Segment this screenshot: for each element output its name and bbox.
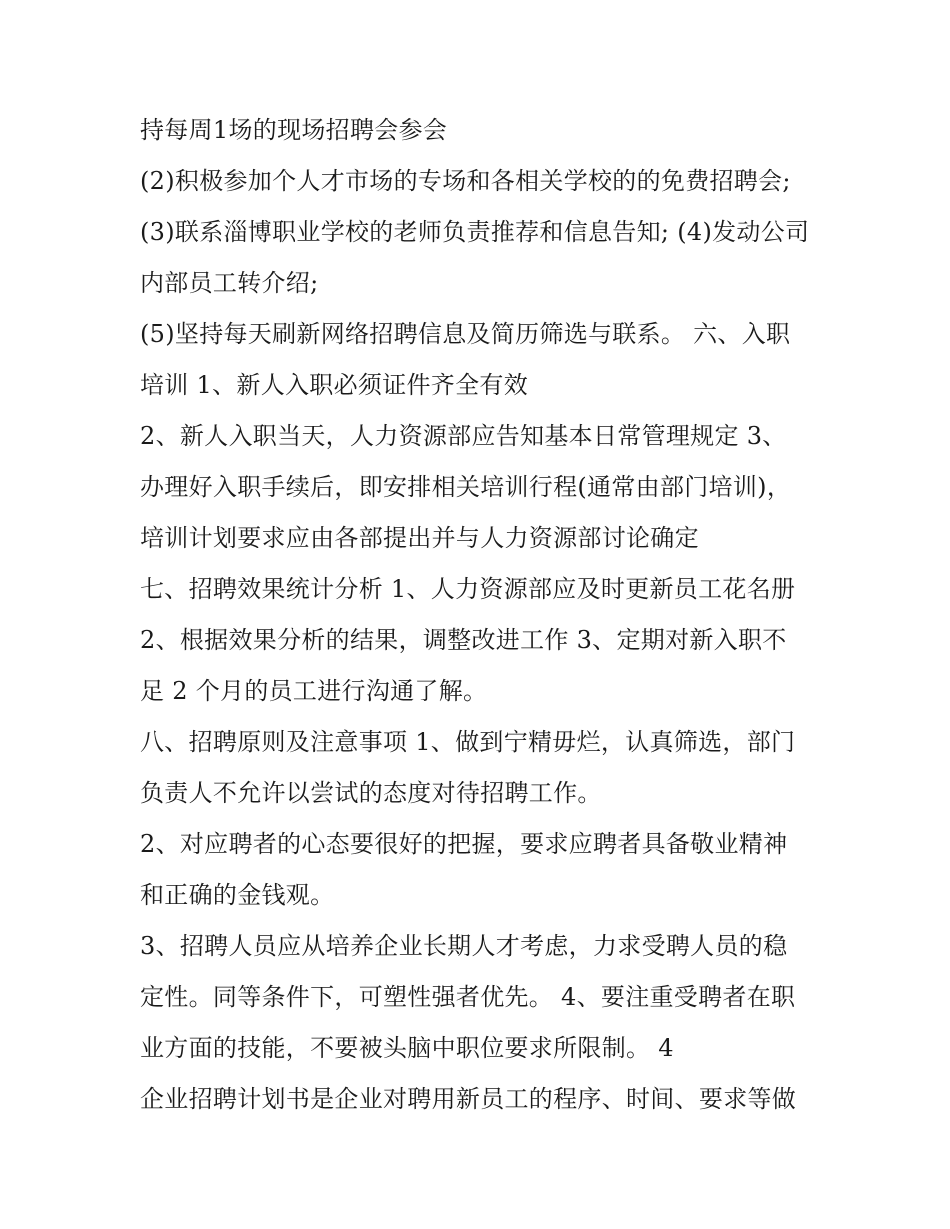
text-line: 足 2 个月的员工进行沟通了解。 <box>140 677 488 705</box>
text-line: 2、新人入职当天，人力资源部应告知基本日常管理规定 3、 <box>140 422 787 450</box>
text-line: 培训 1、新人入职必须证件齐全有效 <box>140 371 528 399</box>
document-body <box>140 105 820 1125</box>
text-line: 培训计划要求应由各部提出并与人力资源部讨论确定 <box>140 524 699 552</box>
text-line: (3)联系淄博职业学校的老师负责推荐和信息告知; (4)发动公司 <box>140 218 810 246</box>
text-line: 和正确的金钱观。 <box>140 881 335 909</box>
text-line: 2、对应聘者的心态要很好的把握，要求应聘者具备敬业精神 <box>140 830 788 858</box>
text-line: 内部员工转介绍; <box>140 269 319 297</box>
text-line: 办理好入职手续后，即安排相关培训行程(通常由部门培训)， <box>140 473 792 501</box>
text-line: 2、根据效果分析的结果，调整改进工作 3、定期对新入职不 <box>140 626 787 654</box>
text-line: 持每周1场的现场招聘会参会 <box>140 116 448 144</box>
text-line: 定性。同等条件下，可塑性强者优先。 4、要注重受聘者在职 <box>140 983 796 1011</box>
text-line: 3、招聘人员应从培养企业长期人才考虑，力求受聘人员的稳 <box>140 932 788 960</box>
text-line: (5)坚持每天刷新网络招聘信息及简历筛选与联系。 六、入职 <box>140 320 791 348</box>
text-line: 负责人不允许以尝试的态度对待招聘工作。 <box>140 779 602 807</box>
text-line: 七、招聘效果统计分析 1、人力资源部应及时更新员工花名册 <box>140 575 796 603</box>
text-line: 企业招聘计划书是企业对聘用新员工的程序、时间、要求等做 <box>140 1085 797 1113</box>
text-line: (2)积极参加个人才市场的专场和各相关学校的的免费招聘会; <box>140 167 791 195</box>
text-line: 八、招聘原则及注意事项 1、做到宁精毋烂，认真筛选，部门 <box>140 728 796 756</box>
text-line: 业方面的技能，不要被头脑中职位要求所限制。 4 <box>140 1034 674 1062</box>
